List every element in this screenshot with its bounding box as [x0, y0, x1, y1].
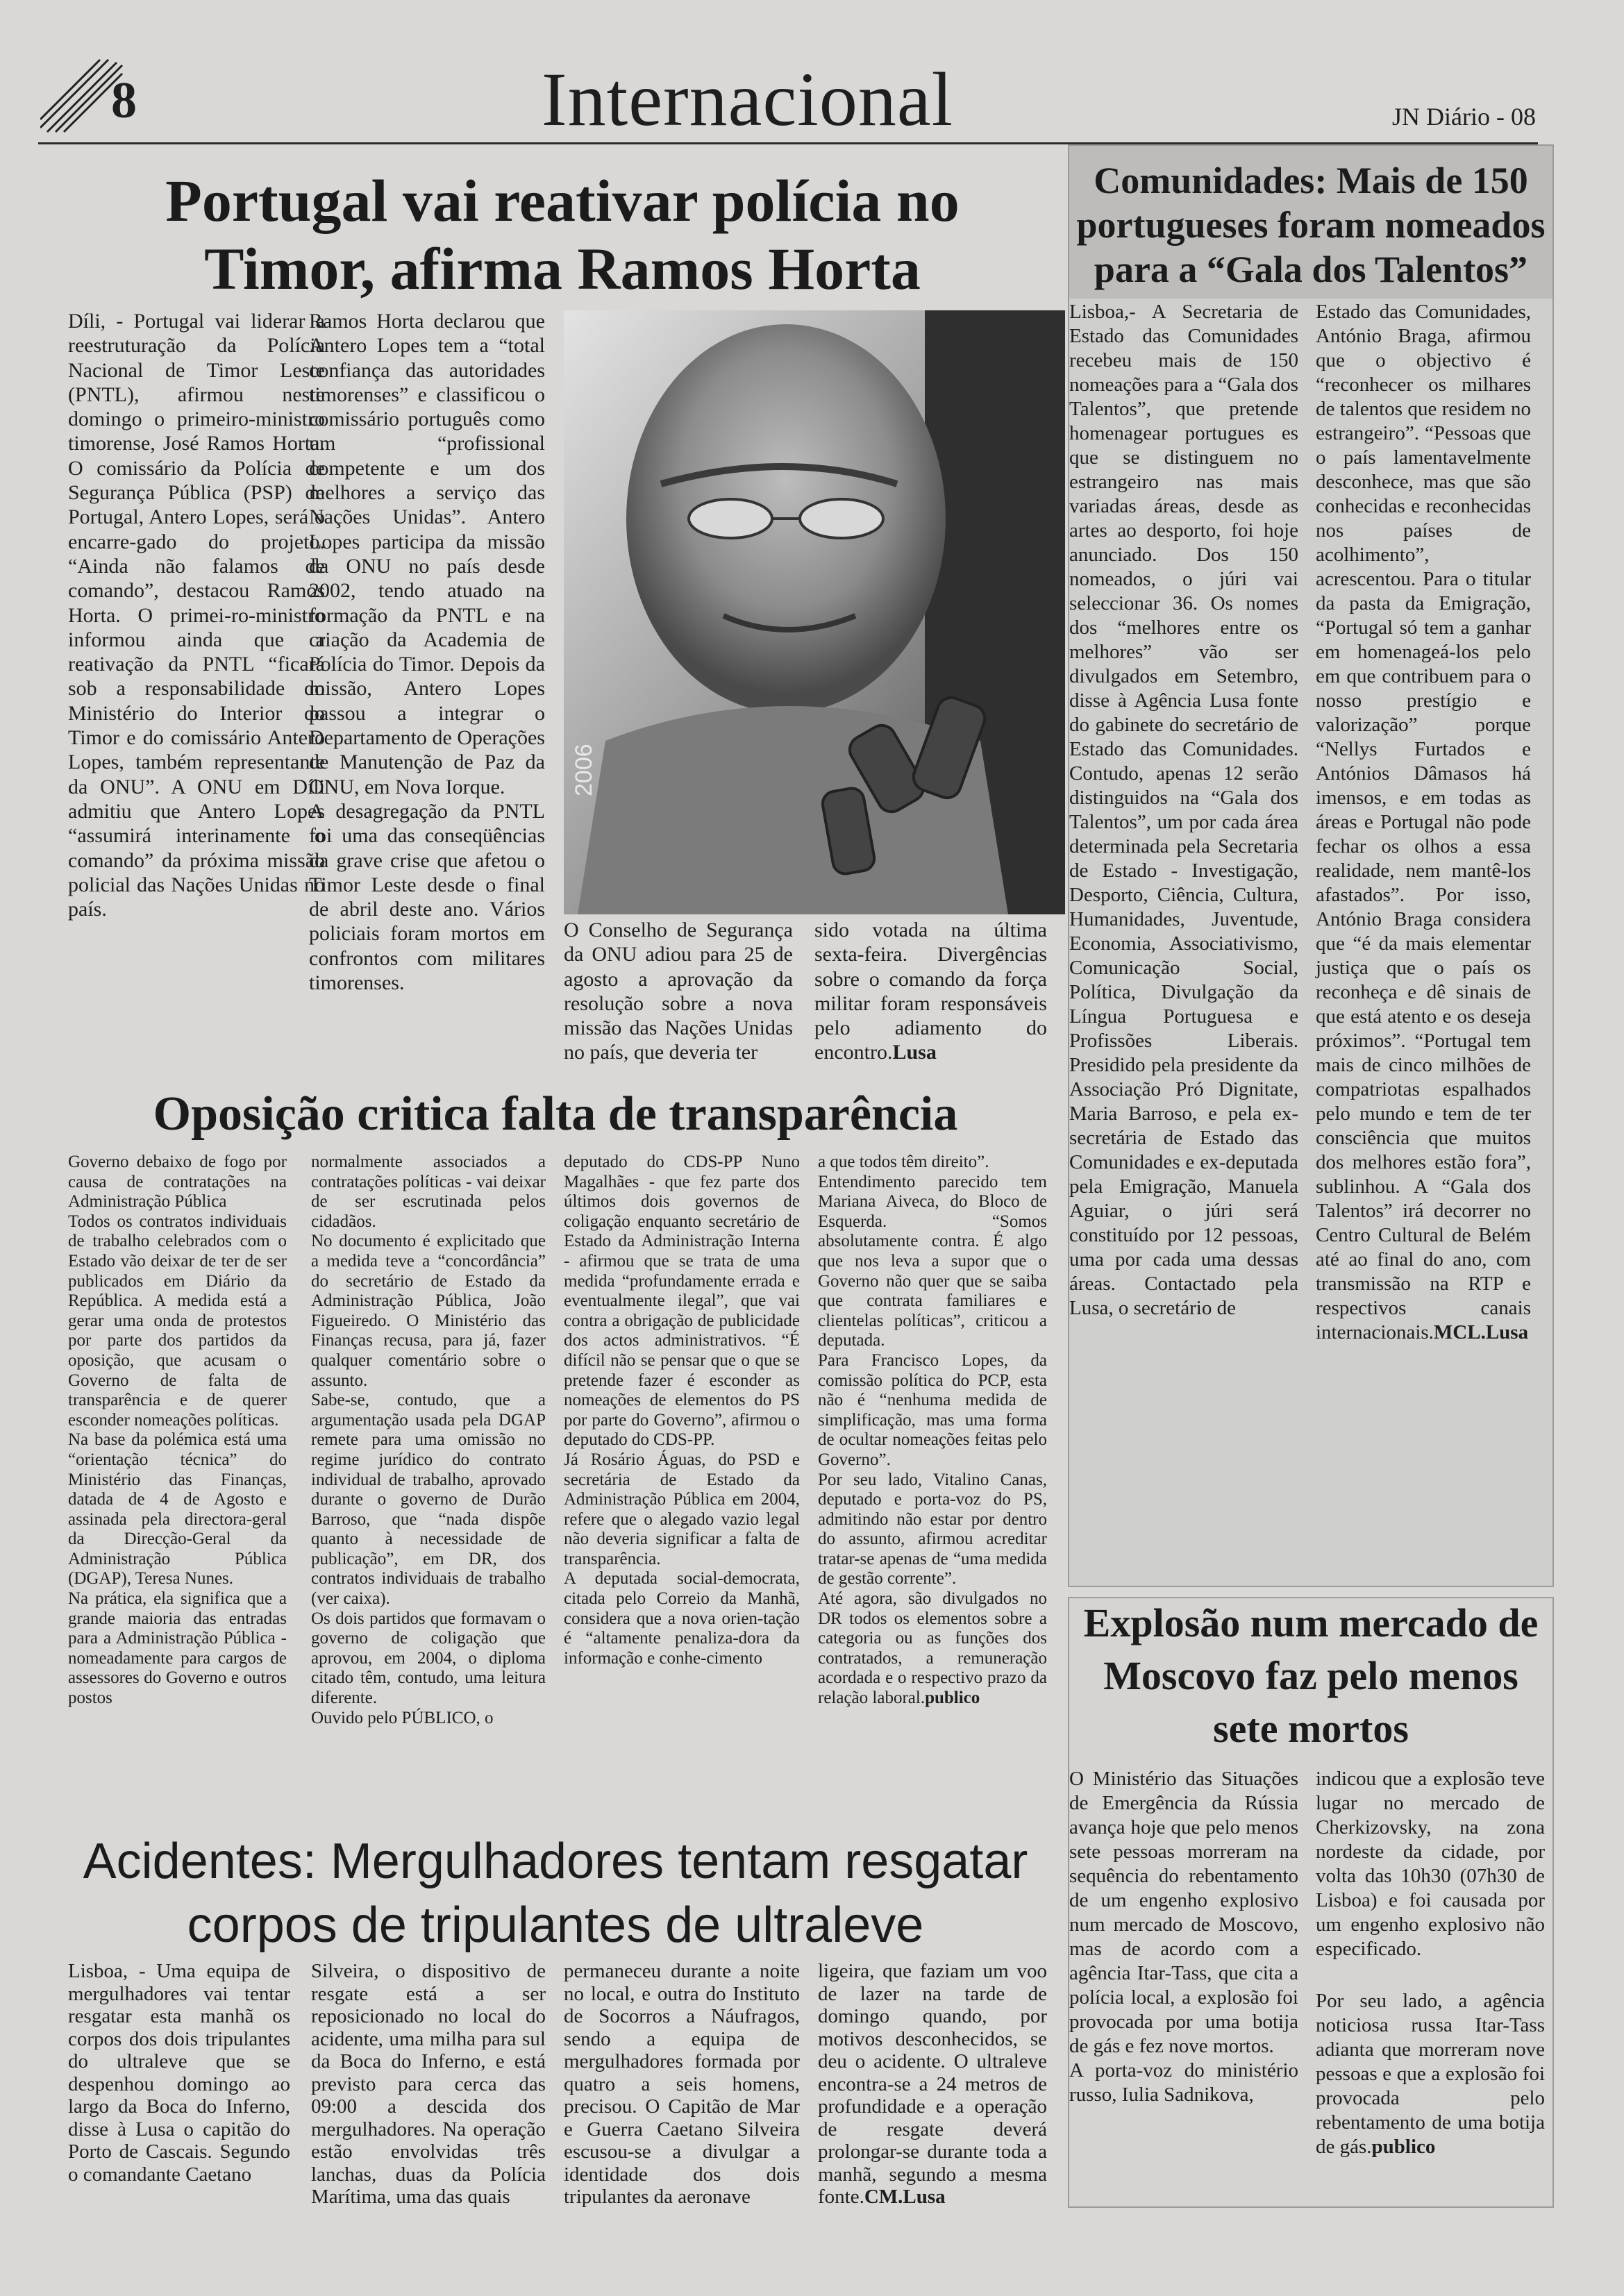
main-article-col1 — [68, 309, 325, 1090]
acidentes-credit: CM.Lusa — [864, 2186, 946, 2208]
acidentes-col2 — [311, 1960, 546, 2217]
acidentes-headline: Acidentes: Mergulhadores tentam resgatar corpos de tripulantes de ultraleve — [83, 1834, 1028, 1953]
publication-label: JN Diário - 08 — [1392, 103, 1536, 131]
oposicao-col4-p1: a que todos têm direito”. — [818, 1153, 989, 1171]
oposicao-col1-p2: Todos os contratos individuais de trabalho celebrados com o Estado vão deixar de ter de ser publicados em Diário da República. A medida está a gerar uma onda de protestos por parte dos partidos da oposição, que acusam o Governo de falta de transparência e de querer esconder nomeações políticas. — [68, 1212, 287, 1430]
main-article-credit: Lusa — [892, 1041, 937, 1064]
sidebar-comunidades-col1 — [1069, 300, 1298, 1577]
main-headline: Portugal vai reativar polícia no Timor, afirma Ramos Horta — [165, 167, 960, 302]
acidentes-col3-p1: permaneceu durante a noite no local, e outra do Instituto de Socorros a Náufragos, sendo a equipa de mergulhadores formada por quatro a seis homens, precisou. O Capitão de Mar e Guerra Caetano Silveira escusou-se a divulgar a identidade dos dois tripulantes da aeronave — [564, 1960, 800, 2208]
main-article-col3-p1: O Conselho de Segurança da ONU adiou para 25 de agosto a aprovação da resolução sobre a nova missão das Nações Unidas no país, que deveria ter — [564, 919, 793, 1064]
sidebar-moscovo-credit: publico — [1371, 2136, 1436, 2158]
sidebar-comunidades-col1-p1: Lisboa,- A Secretaria de Estado das Comunidades recebeu mais de 150 nomeações para a “Gala dos Talentos”, que pretende homenagear portugues es que se distinguem no estrangeiro nas mais variadas áreas, desde as artes ao desporto, foi hoje anunciado. Dos 150 nomeados, o júri vai seleccionar 36. Os nomes dos “melhores entre os melhores” vão ser divulgados em Setembro, disse à Agência Lusa fonte do gabinete do secretário de Estado das Comunidades. Contudo, apenas 12 serão distinguidos na “Gala dos Talentos”, um por cada área determinada pela Secretaria de Estado - Investigação, Desporto, Ciência, Cultura, Humanidades, Juventude, Economia, Associativismo, Comunicação Social, Política, Divulgação da Língua Portuguesa e Profissões Liberais. Presidido pela presidente da Associação Pró Dignitate, Maria Barroso, e pela ex-secretária de Estado das Comunidades e ex-deputada pela Emigração, Manuela Aguiar, o júri será constituído por 12 pessoas, uma por cada uma dessas áreas. Contactado pela Lusa, o secretário de — [1069, 301, 1298, 1319]
sidebar-moscovo-col2-p2: Por seu lado, a agência noticiosa russa Itar-Tass adianta que morreram nove pessoas e que a explosão foi provocada pelo rebentamento de uma botija de gás. — [1316, 1990, 1545, 2158]
oposicao-col1-p3: Na base da polémica está uma “orientação técnica” do Ministério das Finanças, datada de 4 de Agosto e assinada pela directora-geral da Direcção-Geral da Administração Pública (DGAP), Teresa Nunes. — [68, 1430, 287, 1589]
sidebar-moscovo-headline: Explosão num mercado de Moscovo faz pelo menos sete mortos — [1083, 1600, 1539, 1751]
acidentes-col1 — [68, 1960, 290, 2217]
acidentes-col4-p1: ligeira, que faziam um voo de lazer na tarde de domingo quando, por motivos desconhecidos, se deu o acidente. O ultraleve encontra-se a 24 metros de profundidade e a operação de resgate deverá prolongar-se durante toda a manhã, segundo a mesma fonte. — [818, 1960, 1047, 2208]
oposicao-col4-p3: Para Francisco Lopes, da comissão política do PCP, esta não é “nenhuma medida de simplificação, mas uma forma de ocultar nomeações feitas pelo Governo”. — [818, 1350, 1047, 1469]
photo-ramos-horta — [564, 310, 1065, 914]
sidebar-moscovo-col1-p1: O Ministério das Situações de Emergência da Rússia avança hoje que pelo menos sete pessoas morreram na sequência do rebentamento de um engenho explosivo num mercado de Moscovo, mas de acordo com a agência Itar-Tass, que cita a polícia local, a explosão foi provocada por uma botija de gás e fez nove mortos. — [1069, 1768, 1298, 2057]
oposicao-col3 — [564, 1153, 800, 1826]
oposicao-col2-p5: Ouvido pelo PÚBLICO, o — [311, 1708, 494, 1727]
sidebar-moscovo-col1 — [1069, 1767, 1298, 2211]
sidebar-comunidades-col2-p1: Estado das Comunidades, António Braga, afirmou que o objectivo é “reconhecer os milhares de talentos que residem no estrangeiro”. “Pessoas que o país lamentavelmente desconhece, mas que são conhecidas e reconhecidas nos países de acolhimento”, acrescentou. Para o titular da pasta da Emigração, “Portugal só tem a ganhar em homenageá-los pelo em que contribuem para o nosso prestígio e valorização” porque “Nellys Furtados e Antónios Dâmasos há imensos, e em todas as áreas e Portugal não pode fechar os olhos a essa realidade, nem mantê-los afastados”. Por isso, António Braga considera que “é da mais elementar justiça que o país os reconheça e dê sinais de que está atento e os deseja próximos”. “Portugal tem mais de cinco milhões de compatriotas espalhados pelo mundo e tem de ter consciência que muitos dos melhores estão fora”, sublinhou. A “Gala dos Talentos” irá decorrer no Centro Cultural de Belém até ao final do ano, com transmissão na RTP e respectivos canais internacionais. — [1316, 301, 1531, 1343]
oposicao-col2-p2: No documento é explicitado que a medida teve a “concordância” do secretário de Estado da Administração Pública, João Figueiredo. O Ministério das Finanças recusa, para já, fazer qualquer comentário sobre o assunto. — [311, 1232, 546, 1390]
oposicao-col1-p4: Na prática, ela significa que a grande maioria das entradas para a Administração Pública - nomeadamente para cargos de assessores do Governo e outros postos — [68, 1589, 287, 1708]
sidebar-moscovo-col2 — [1316, 1767, 1545, 2211]
oposicao-col4-p4: Por seu lado, Vitalino Canas, deputado e porta-voz do PS, admitindo não estar por dentro do assunto, afirmou acreditar tratar-se apenas de “uma medida de gestão corrente”. — [818, 1470, 1047, 1589]
oposicao-col3-p3: A deputada social-democrata, citada pelo Correio da Manhã, considera que a nova orien-tação é “altamente penaliza-dora da informação e conhe-cimento — [564, 1569, 800, 1668]
oposicao-credit: publico — [925, 1689, 980, 1708]
oposicao-col2-p1: normalmente associados a contratações políticas - vai deixar de ser escrutinada pelos cidadãos. — [311, 1153, 546, 1231]
sidebar-moscovo-col2-p1: indicou que a explosão teve lugar no mercado de Cherkizovsky, na zona nordeste da cidade, por volta das 10h30 (07h30 de Lisboa) e foi causada por um engenho explosivo não especificado. — [1316, 1768, 1545, 1960]
acidentes-col2-p1: Silveira, o dispositivo de resgate está a ser reposicionado no local do acidente, uma milha para sul da Boca do Inferno, e está previsto para cerca das 09:00 a descida dos mergulhadores. Na operação estão envolvidas três lanchas, duas da Polícia Marítima, uma das quais — [311, 1960, 546, 2208]
oposicao-col1-p1: Governo debaixo de fogo por causa de contratações na Administração Pública — [68, 1153, 287, 1212]
main-article-col2-p1: Ramos Horta declarou que Antero Lopes tem a “total confiança das autoridades timorenses” e classificou o comissário português como um “profissional competente e um dos melhores a serviço das Nações Unidas”. Antero Lopes participa da missão da ONU no país desde 2002, tendo atuado na formação da PNTL e na criação da Academia de Polícia do Timor. Depois da missão, Antero Lopes passou a integrar o Departamento de Operações de Manutenção de Paz da ONU, em Nova Iorque. — [309, 310, 545, 798]
main-article-col4-p1: sido votada na última sexta-feira. Divergências sobre o comando da força militar foram responsáveis pelo adiamento do encontro. — [814, 919, 1047, 1064]
main-article-col2 — [309, 309, 545, 1090]
main-article-col4 — [814, 918, 1047, 1084]
section-title: Internacional — [542, 57, 954, 142]
main-article-col1-p1: Díli, - Portugal vai liderar a reestruturação da Polícia Nacional de Timor Leste (PNTL), afirmou neste domingo o primeiro-ministro timorense, José Ramos Horta. O comissário da Polícia de Segurança Pública (PSP) de Portugal, Antero Lopes, será o encarre-gado do projeto. “Ainda não falamos de comando”, destacou Ramos Horta. O primei-ro-ministro informou ainda que a reativação da PNTL “ficará sob a responsabilidade do Ministério do Interior do Timor e do comissário Antero Lopes, também representante da ONU”. A ONU em Díli admitiu que Antero Lopes “assumirá interinamente o comando” da próxima missão policial das Nações Unidas no país. — [68, 310, 325, 921]
acidentes-col4 — [818, 1960, 1047, 2217]
oposicao-col2-p4: Os dois partidos que formavam o governo de coligação que aprovou, em 2004, o diploma citado têm, contudo, uma leitura diferente. — [311, 1609, 546, 1708]
photo-watermark: 2006 — [571, 744, 597, 796]
acidentes-col1-p1: Lisboa, - Uma equipa de mergulhadores vai tentar resgatar esta manhã os corpos dos dois tripulantes do ultraleve que se despenhou domingo ao largo da Boca do Inferno, disse à Lusa o capitão do Porto de Cascais. Segundo o comandante Caetano — [68, 1960, 290, 2186]
photo-illustration — [564, 310, 1065, 914]
oposicao-col3-p1: deputado do CDS-PP Nuno Magalhães - que fez parte dos últimos dois governos de coligação enquanto secretário de Estado da Administração Interna - afirmou que se trata de uma medida “profundamente errada e eventualmente ilegal”, que vai contra a obrigação de publicidade dos actos administrativos. “É difícil não se pensar que o que se pretende fazer é esconder as nomeações de elementos do PS por parte do Governo”, afirmou o deputado do CDS-PP. — [564, 1153, 800, 1450]
sidebar-comunidades-headline: Comunidades: Mais de 150 portugueses foram nomeados para a “Gala dos Talentos” — [1076, 160, 1546, 290]
page-number: 8 — [111, 72, 137, 129]
main-article-col2-p2: A desagregação da PNTL foi uma das conseqüências da grave crise que afetou o Timor Leste desde o final de abril deste ano. Vários policiais foram mortos em confrontos com militares timorenses. — [309, 799, 545, 995]
oposicao-col4-p2: Entendimento parecido tem Mariana Aiveca, do Bloco de Esquerda. “Somos absolutamente contra. É algo que nos leva a supor que o Governo não quer que se saiba que contrata familiares e clientelas políticas”, criticou a deputada. — [818, 1172, 1047, 1350]
oposicao-col4 — [818, 1153, 1047, 1826]
oposicao-headline: Oposição critica falta de transparência — [153, 1087, 958, 1141]
oposicao-col4-p5: Até agora, são divulgados no DR todos os elementos sobre a categoria ou as funções dos contratados, a remuneração acordada e o respectivo prazo da relação laboral. — [818, 1589, 1047, 1708]
sidebar-comunidades-credit: MCL.Lusa — [1433, 1321, 1529, 1343]
main-article-col3 — [564, 918, 793, 1084]
oposicao-col1 — [68, 1153, 287, 1826]
oposicao-col2-p3: Sabe-se, contudo, que a argumentação usada pela DGAP remete para uma omissão no regime jurídico do contrato individual de trabalho, aprovado durante o governo de Durão Barroso, que “nada dispõe quanto à necessidade de publicação”, em DR, dos contratos individuais de trabalho (ver caixa). — [311, 1391, 546, 1609]
sidebar-comunidades-col2 — [1316, 300, 1531, 1577]
acidentes-col3 — [564, 1960, 800, 2217]
oposicao-col3-p2: Já Rosário Águas, do PSD e secretária de Estado da Administração Pública em 2004, refere que o alegado vazio legal não deveria significar a falta de transparência. — [564, 1450, 800, 1568]
sidebar-moscovo-col1-p2: A porta-voz do ministério russo, Iulia Sadnikova, — [1069, 2059, 1298, 2106]
oposicao-col2 — [311, 1153, 546, 1826]
